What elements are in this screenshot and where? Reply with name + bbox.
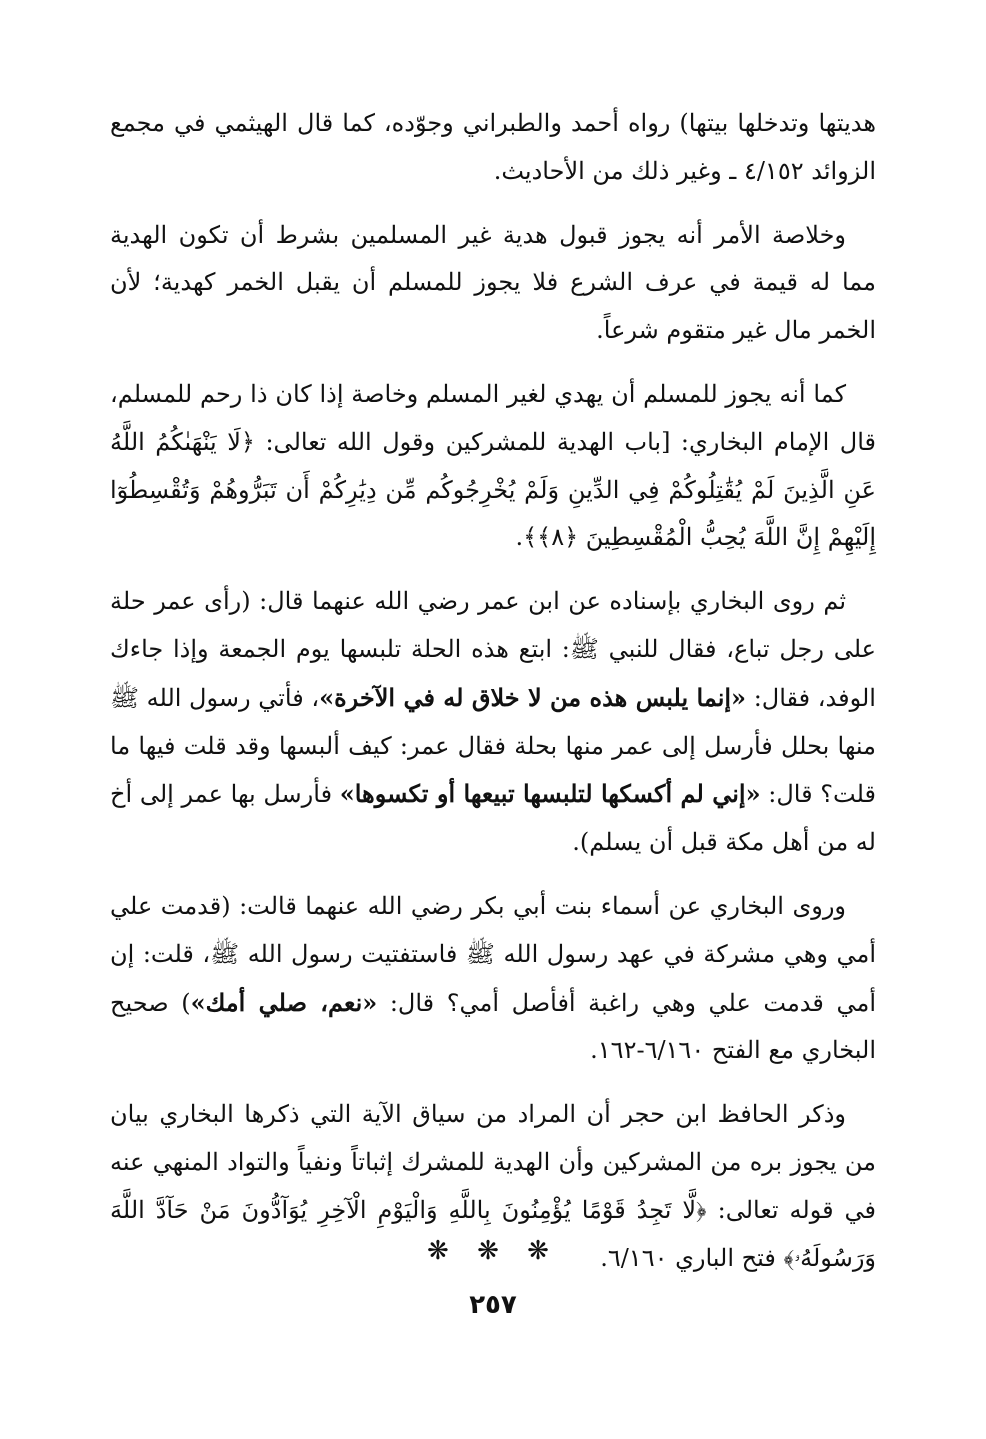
page-number: ٢٥٧ (469, 1290, 517, 1320)
hadith-quote-2: «إني لم أكسكها لتلبسها تبيعها أو تكسوها» (339, 779, 761, 809)
paragraph-4-text-a: ثم روى البخاري بإسناده عن ابن عمر رضي الله عنهما قال: (رأى عمر حلة على رجل تباع، فقال للنبي ﷺ: ابتع هذه الحلة تلبسها يوم الجمعة وإذا جاءك الوفد، فقال: (110, 587, 876, 712)
paragraph-3-end: . (515, 523, 524, 552)
paragraph-5 (110, 883, 876, 1075)
paragraph-1-text: هديتها وتدخلها بيتها) رواه أحمد والطبراني وجوّده، كما قال الهيثمي في مجمع الزوائد ٤/١٥٢ ـ وغير ذلك من الأحاديث. (110, 109, 876, 185)
paragraph-6-text-b: فتح الباري ٦/١٦٠. (600, 1243, 784, 1272)
paragraph-3 (110, 371, 876, 562)
paragraph-4-text-b: ، فأتي رسول الله ﷺ منها بحلل فأرسل إلى عمر منها بحلة فقال عمر: كيف ألبسها وقد قلت فيها ما قلت؟ قال: (110, 683, 876, 809)
quran-verse-mumtahanah: ﴿لَا يَنْهَىٰكُمُ اللَّهُ عَنِ الَّذِينَ لَمْ يُقَٰتِلُوكُمْ فِي الدِّينِ وَلَمْ يُخْرِجُوكُم مِّن دِيَٰرِكُمْ أَن تَبَرُّوهُمْ وَتُقْسِطُوٓا إِلَيْهِمْ إِنَّ اللَّهَ يُحِبُّ الْمُقْسِطِينَ ﴿٨﴾﴾ (110, 427, 876, 552)
paragraph-3-text: كما أنه يجوز للمسلم أن يهدي لغير المسلم وخاصة إذا كان ذا رحم للمسلم، قال الإمام البخاري: [باب الهدية للمشركين وقول الله تعالى: (110, 379, 876, 456)
page-body (110, 100, 876, 1298)
paragraph-6-text-a: وذكر الحافظ ابن حجر أن المراد من سياق الآية التي ذكرها البخاري بيان من يجوز بره من المشركين وأن الهدية للمشرك إثباتاً ونفياً والتواد المنهي عنه في قوله تعالى: (110, 1100, 877, 1224)
paragraph-1 (110, 100, 876, 196)
hadith-quote-1: «إنما يلبس هذه من لا خلاق له في الآخرة» (319, 682, 747, 712)
paragraph-2 (110, 212, 876, 355)
paragraph-5-text-a: وروى البخاري عن أسماء بنت أبي بكر رضي الله عنهما قالت: (قدمت علي أمي وهي مشركة في عهد رسول الله ﷺ فاستفتيت رسول الله ﷺ، قلت: إن أمي قدمت علي وهي راغبة أفأصل أمي؟ قال: (110, 891, 876, 1017)
quran-verse-mujadilah: ﴿لَّا تَجِدُ قَوْمًا يُؤْمِنُونَ بِاللَّهِ وَالْيَوْمِ الْآخِرِ يُوَآدُّونَ مَنْ حَآدَّ اللَّهَ وَرَسُولَهُۥ﴾ (110, 1195, 876, 1272)
paragraph-5-text-b: ) صحيح البخاري مع الفتح ٦/١٦٠-١٦٢. (110, 988, 876, 1065)
paragraph-4 (110, 578, 876, 867)
paragraph-2-text: وخلاصة الأمر أنه يجوز قبول هدية غير المسلمين بشرط أن تكون الهدية مما له قيمة في عرف الشرع فلا يجوز للمسلم أن يقبل الخمر كهدية؛ لأن الخمر مال غير متقوم شرعاً. (110, 220, 876, 345)
section-separator: ❋ ❋ ❋ (427, 1236, 559, 1266)
hadith-quote-3: «نعم، صلي أمك» (190, 987, 378, 1017)
paragraph-4-text-c: فأرسل بها عمر إلى أخ له من أهل مكة قبل أن يسلم). (110, 780, 876, 857)
